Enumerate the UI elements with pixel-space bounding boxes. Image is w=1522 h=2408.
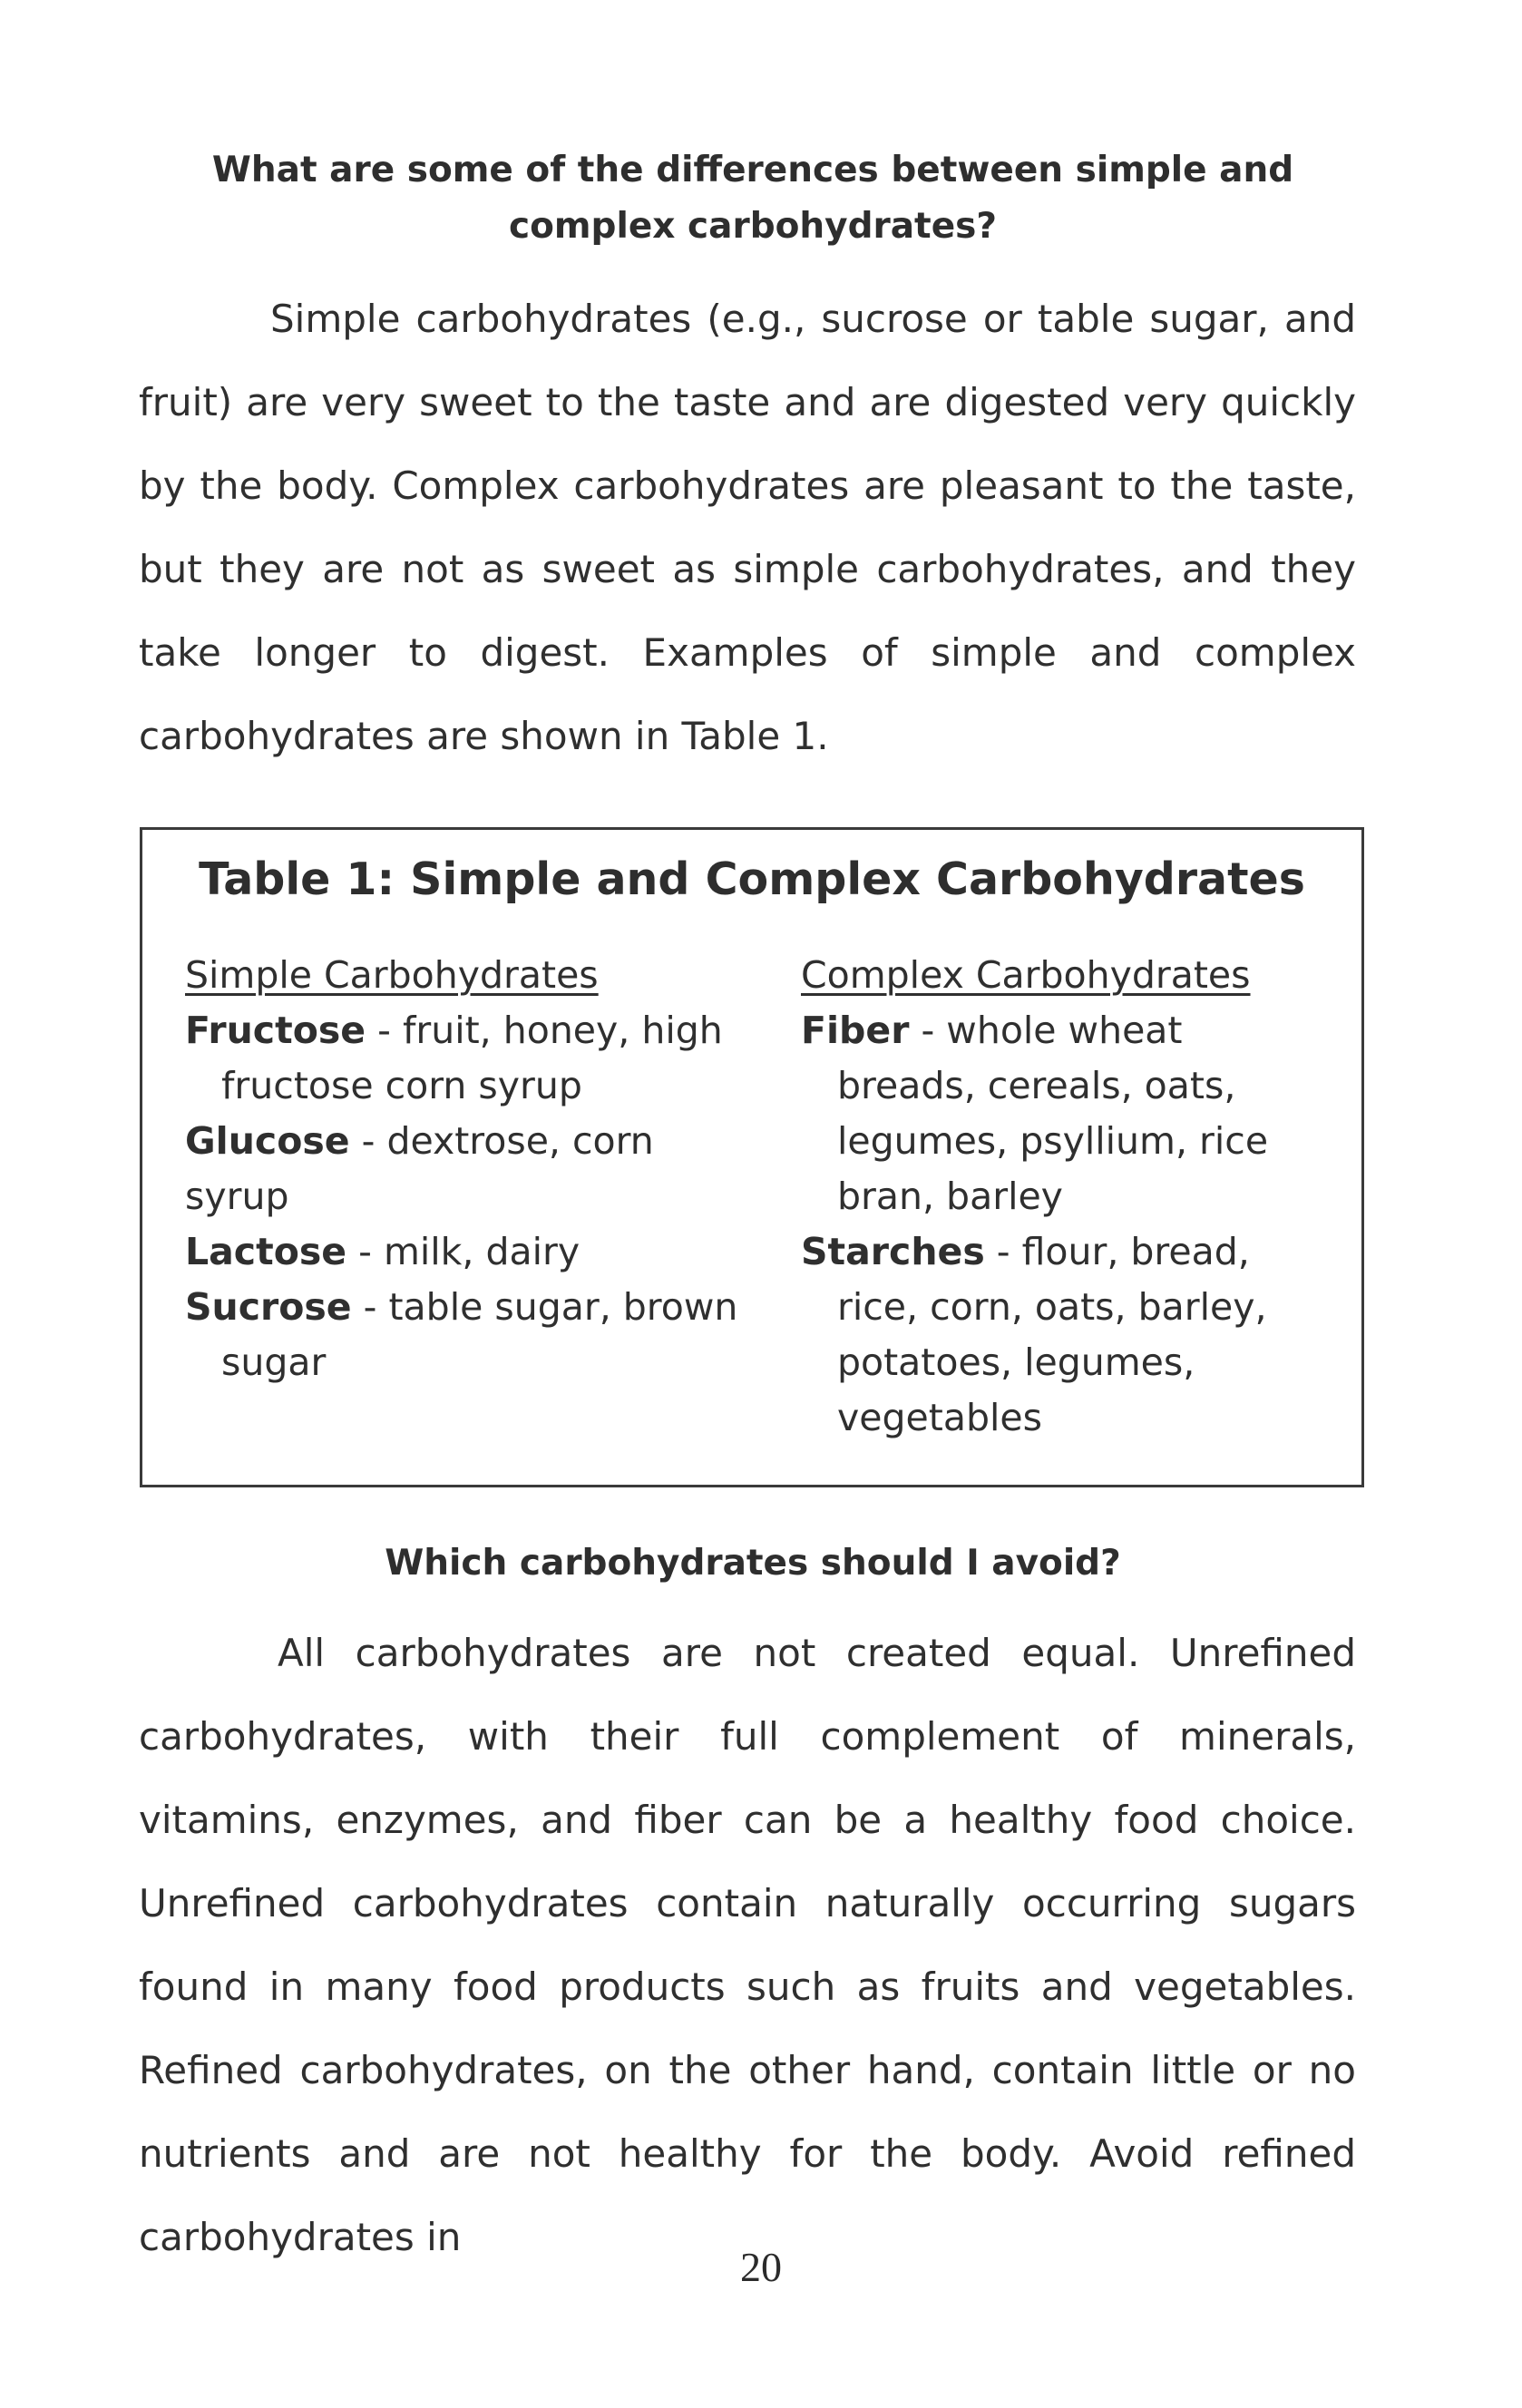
item-term: Fructose	[185, 1009, 366, 1052]
item-description: - whole wheat breads, cereals, oats, legumes, psyllium, rice bran, barley	[837, 1009, 1269, 1218]
section-heading-avoid: Which carbohydrates should I avoid?	[385, 1543, 1121, 1584]
simple-column-header: Simple Carbohydrates	[185, 953, 599, 997]
simple-item-glucose	[185, 1114, 766, 1224]
simple-carbohydrates-column	[185, 948, 766, 1390]
item-description: - fruit, honey, high fructose corn syrup	[221, 1009, 723, 1107]
table-title: Table 1: Simple and Complex Carbohydrates	[199, 853, 1305, 905]
paragraph-simple-vs-complex: Simple carbohydrates (e.g., sucrose or table sugar, and fruit) are very sweet to the taste and are digested very quickly by the body. Complex carbohydrates are pleasant to the taste, but they are not as sweet as simple carbohydrates, and they take longer to digest. Examples of simple and complex carbohydrates are shown in Table 1.	[139, 297, 1356, 758]
simple-item-fructose	[185, 1003, 766, 1114]
complex-item-fiber	[801, 1003, 1327, 1224]
section-heading-differences: What are some of the differences between simple and complex carbohydrates?	[211, 150, 1294, 247]
item-term: Sucrose	[185, 1285, 352, 1329]
item-term: Starches	[801, 1230, 985, 1273]
item-description: - table sugar, brown sugar	[221, 1285, 738, 1384]
carbohydrates-table	[140, 827, 1364, 1487]
item-term: Lactose	[185, 1230, 347, 1273]
paragraph-refined-carbohydrates: All carbohydrates are not created equal. Unrefined carbohydrates, with their full complement of minerals, vitamins, enzymes, and fiber can be a healthy food choice. Unrefined carbohydrates contain naturally occurring sugars found in many food products such as fruits and vegetables. Refined carbohydrates, on the other hand, contain little or no nutrients and are not healthy for the body. Avoid refined carbohydrates in	[139, 1631, 1356, 2259]
complex-item-starches	[801, 1224, 1327, 1446]
complex-column-header: Complex Carbohydrates	[801, 953, 1251, 997]
simple-item-lactose	[185, 1224, 766, 1280]
item-description: - flour, bread, rice, corn, oats, barley, potatoes, legumes, vegetables	[837, 1230, 1267, 1439]
item-term: Fiber	[801, 1009, 910, 1052]
page-number: 20	[740, 2244, 782, 2290]
complex-carbohydrates-column	[801, 948, 1327, 1446]
item-description: - dextrose, corn syrup	[185, 1119, 654, 1218]
simple-item-sucrose	[185, 1280, 766, 1390]
item-description: - milk, dairy	[346, 1230, 581, 1273]
item-term: Glucose	[185, 1119, 350, 1163]
